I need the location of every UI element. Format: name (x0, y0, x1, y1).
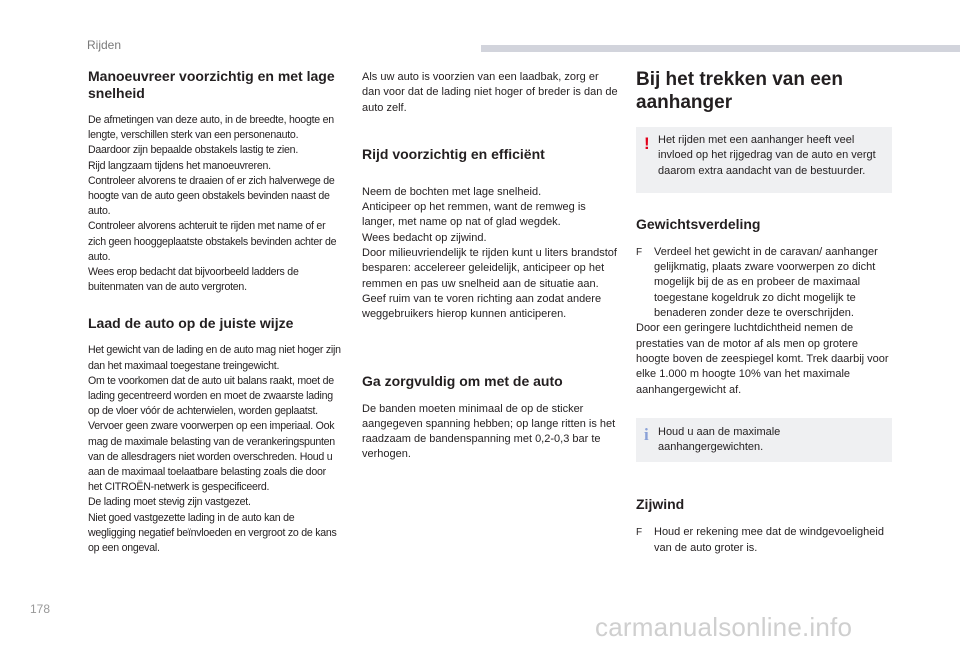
warning-box (636, 127, 892, 193)
text-laadbak: Als uw auto is voorzien van een laadbak, zorg er dan voor dat de lading niet hoger of breder is dan de auto zelf. (362, 71, 618, 114)
header-bar (481, 45, 960, 52)
info-icon: i (644, 424, 649, 444)
heading-laad: Laad de auto op de juiste wijze (88, 315, 294, 332)
heading-zijwind: Zijwind (636, 496, 685, 513)
warning-icon: ! (644, 134, 650, 153)
watermark: carmanualsonline.info (595, 612, 853, 642)
info-box (636, 418, 892, 463)
text-manoeuvreer: De afmetingen van deze auto, in de breedte, hoogte en lengte, verschillen sterk van een personenauto. Daardoor zijn bepaalde obstakels lastig te zien. Rijd langzaam tijdens het manoeuvreren. Controleer alvorens te draaien of er zich halverwege de hoogte van de auto geen obstakels bevinden naast de auto. Controleer alvorens achteruit te rijden met name of er zich geen hooggeplaatste obstakels bevinden achter de auto. Wees erop bedacht dat bijvoorbeeld ladders de buitenmaten van de auto vergroten. (88, 114, 337, 294)
column-middle (362, 70, 618, 463)
text-zorgvuldig: De banden moeten minimaal de op de sticker aangegeven spanning hebben; op lange ritten is het raadzaam de bandenspanning met 0,2-0,3 bar te verhogen. (362, 402, 616, 461)
text-laad: Het gewicht van de lading en de auto mag niet hoger zijn dan het maximaal toegestane treingewicht. Om te voorkomen dat de auto uit balans raakt, moet de lading gecentreerd worden en moet de zwaarste lading op de vloer vóór de achterwielen, worden geplaatst. Vervoer geen zware voorwerpen op een imperiaal. Ook mag de maximale belasting van de verankeringspunten van de allesdragers niet worden overschreden. Houd u aan de maximaal toelaatbare belasting zoals die door het CITROËN-netwerk is gespecificeerd. De lading moet stevig zijn vastgezet. Niet goed vastgezette lading in de auto kan de wegligging negatief beïnvloeden en vergroot zo de kans op een ongeval. (88, 344, 341, 555)
bullet-marker: F (636, 527, 643, 539)
page-number: 178 (30, 602, 51, 616)
heading-gewichtsverdeling: Gewichtsverdeling (636, 215, 761, 232)
heading-manoeuvreer: Manoeuvreer voorzichtig en met lage snelheid (88, 68, 335, 101)
text-luchtdichtheid: Door een geringere luchtdichtheid nemen de prestaties van de motor af als men op grotere hoogte boven de zeespiegel komt. Trek daarbij voor elke 1.000 m hoogte 10% van het maximale aanhangergewicht af. (636, 322, 889, 396)
text-rijd-voorzichtig: Neem de bochten met lage snelheid. Anticipeer op het remmen, want de remweg is langer, met name op nat of glad wegdek. Wees bedacht op zijwind. Door milieuvriendelijk te rijden kunt u liters brandstof besparen: accelereer geleidelijk, anticipeer op het remmen en pas uw snelheid aan de situatie aan. Geef ruim van te voren richting aan zodat andere weggebruikers hierop kunnen anticiperen. (362, 185, 617, 321)
section-label: Rijden (87, 38, 122, 52)
warning-text: Het rijden met een aanhanger heeft veel invloed op het rijgedrag van de auto en vergt daarom extra aandacht van de bestuurder. (658, 134, 876, 177)
info-text: Houd u aan de maximale aanhangergewichten. (658, 425, 781, 454)
column-right (636, 68, 892, 556)
bullet-zijwind-text: Houd er rekening mee dat de windgevoeligheid van de auto groter is. (654, 526, 884, 554)
bullet-gewicht-text: Verdeel het gewicht in de caravan/ aanhanger gelijkmatig, plaats zware voorwerpen zo dicht mogelijk bij de as en probeer de maximaal toegestane kogeldruk zo dicht mogelijk te benaderen zonder deze te overschrijden. (654, 245, 878, 320)
heading-rijd-voorzichtig: Rijd voorzichtig en efficiënt (362, 145, 545, 162)
heading-aanhanger: Bij het trekken van een aanhanger (636, 69, 843, 113)
bullet-marker: F (636, 246, 643, 258)
bullet-gewicht (636, 245, 892, 321)
column-left (88, 68, 342, 556)
heading-zorgvuldig: Ga zorgvuldig om met de auto (362, 372, 563, 389)
bullet-zijwind (636, 525, 892, 556)
